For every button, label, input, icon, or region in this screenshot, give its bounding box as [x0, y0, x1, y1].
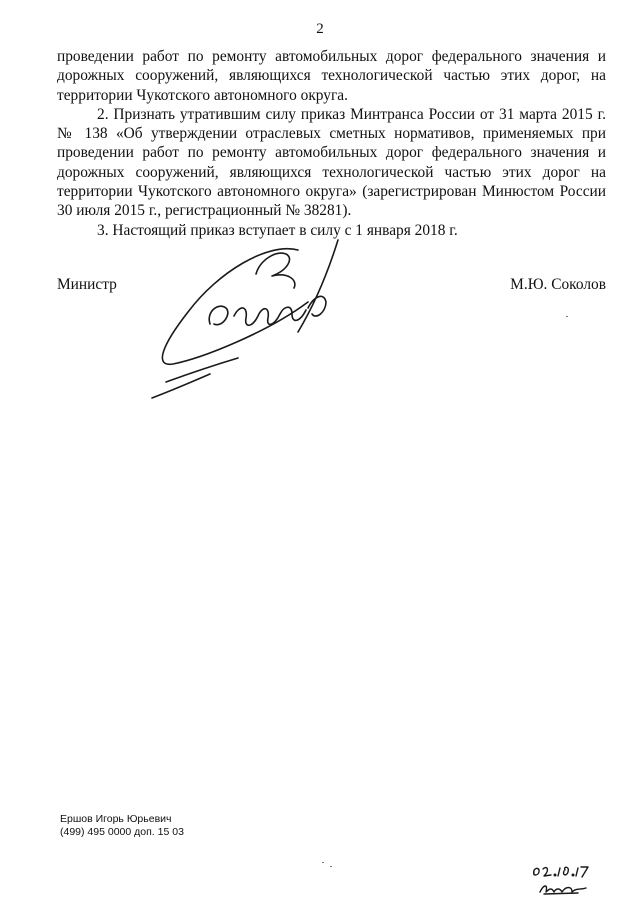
- scan-speck: [330, 866, 332, 867]
- contact-info: [60, 813, 184, 839]
- contact-name: Ершов Игорь Юрьевич: [60, 813, 172, 825]
- signatory-title: Министр: [57, 276, 117, 293]
- handwritten-signature-icon: [148, 232, 378, 402]
- scan-speck: [566, 316, 568, 317]
- document-body: [57, 47, 606, 240]
- contact-phone: (499) 495 0000 доп. 15 03: [60, 826, 184, 838]
- scan-speck: [322, 862, 324, 863]
- paragraph-item-2: 2. Признать утратившим силу приказ Минтранса России от 31 марта 2015 г. № 138 «Об утверждении отраслевых сметных нормативов, применяемых при проведении работ по ремонту автомобильных дорог федерального значения и дорожных сооружений, являющихся технологической частью этих дорог на территории Чукотского автономного округа» (зарегистрирован Минюстом России 30 июля 2015 г., регистрационный № 38281).: [57, 105, 606, 220]
- paragraph-item-3: 3. Настоящий приказ вступает в силу с 1 января 2018 г.: [97, 221, 458, 239]
- handwritten-date-icon: [528, 862, 598, 898]
- paragraph-continuation: проведении работ по ремонту автомобильных дорог федерального значения и дорожных сооружений, являющихся технологической частью этих дорог, на территории Чукотского автономного округа.: [57, 48, 606, 104]
- signatory-name: М.Ю. Соколов: [510, 276, 606, 293]
- page-number: 2: [316, 21, 324, 37]
